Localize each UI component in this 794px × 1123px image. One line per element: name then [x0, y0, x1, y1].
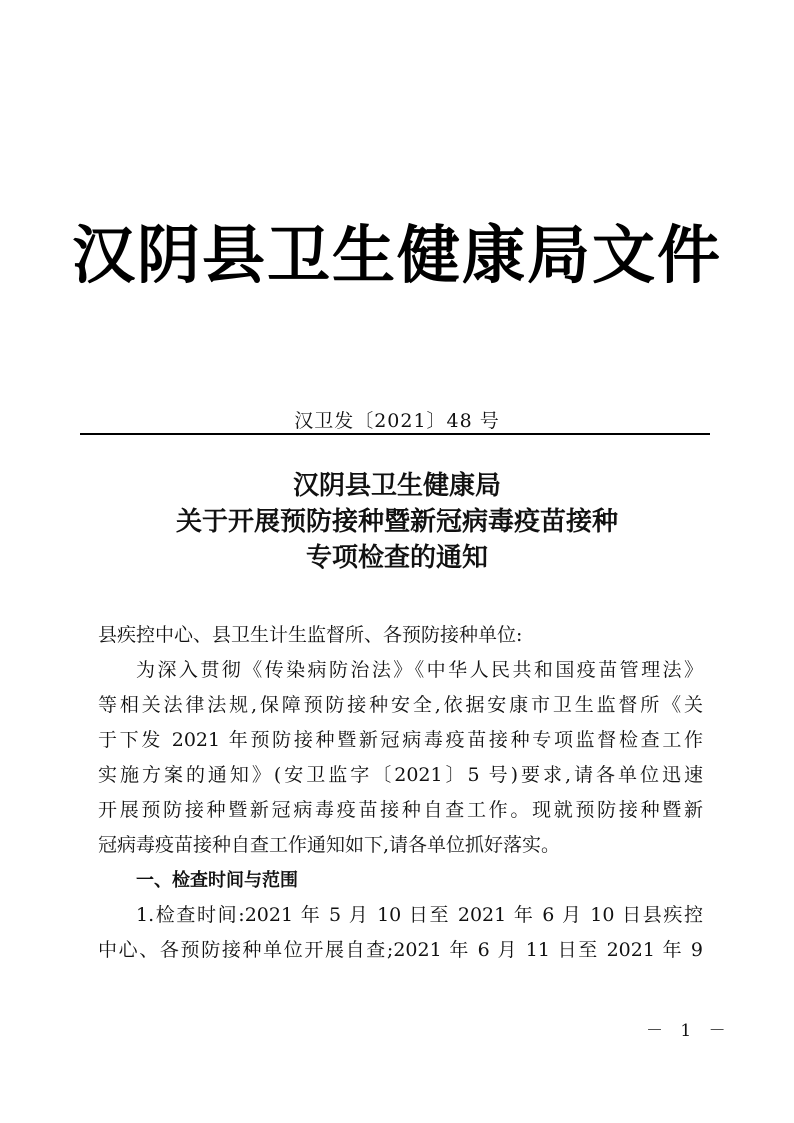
document-header-title: 汉阴县卫生健康局文件 [72, 219, 722, 292]
notice-title-line: 专项检查的通知 [305, 543, 488, 573]
page-number: － 1 － [646, 1021, 732, 1041]
paragraph-line: 冠病毒疫苗接种自查工作通知如下,请各单位抓好落实。 [98, 834, 561, 856]
item-line: 1.检查时间:2021 年 5 月 10 日至 2021 年 6 月 10 日县疾控 [136, 904, 703, 926]
document-body [98, 618, 703, 968]
paragraph-line: 为深入贯彻《传染病防治法》《中华人民共和国疫苗管理法》 [136, 659, 703, 681]
notice-title-line: 关于开展预防接种暨新冠病毒疫苗接种 [175, 507, 618, 537]
document-number: 汉卫发〔2021〕48 号 [294, 410, 500, 432]
paragraph-line: 等相关法律法规,保障预防接种安全,依据安康市卫生监督所《关 [98, 694, 703, 716]
section-heading: 一、检查时间与范围 [136, 870, 298, 891]
paragraph-line: 开展预防接种暨新冠病毒疫苗接种自查工作。现就预防接种暨新 [98, 799, 703, 821]
item-line: 中心、各预防接种单位开展自查;2021 年 6 月 11 日至 2021 年 9 [98, 939, 703, 961]
notice-title [0, 468, 794, 576]
paragraph-line: 实施方案的通知》(安卫监字〔2021〕5 号)要求,请各单位迅速 [98, 764, 703, 786]
notice-title-line: 汉阴县卫生健康局 [292, 471, 501, 501]
header-divider [80, 433, 710, 435]
salutation: 县疾控中心、县卫生计生监督所、各预防接种单位: [98, 624, 523, 646]
paragraph-line: 于下发 2021 年预防接种暨新冠病毒疫苗接种专项监督检查工作 [98, 729, 703, 751]
